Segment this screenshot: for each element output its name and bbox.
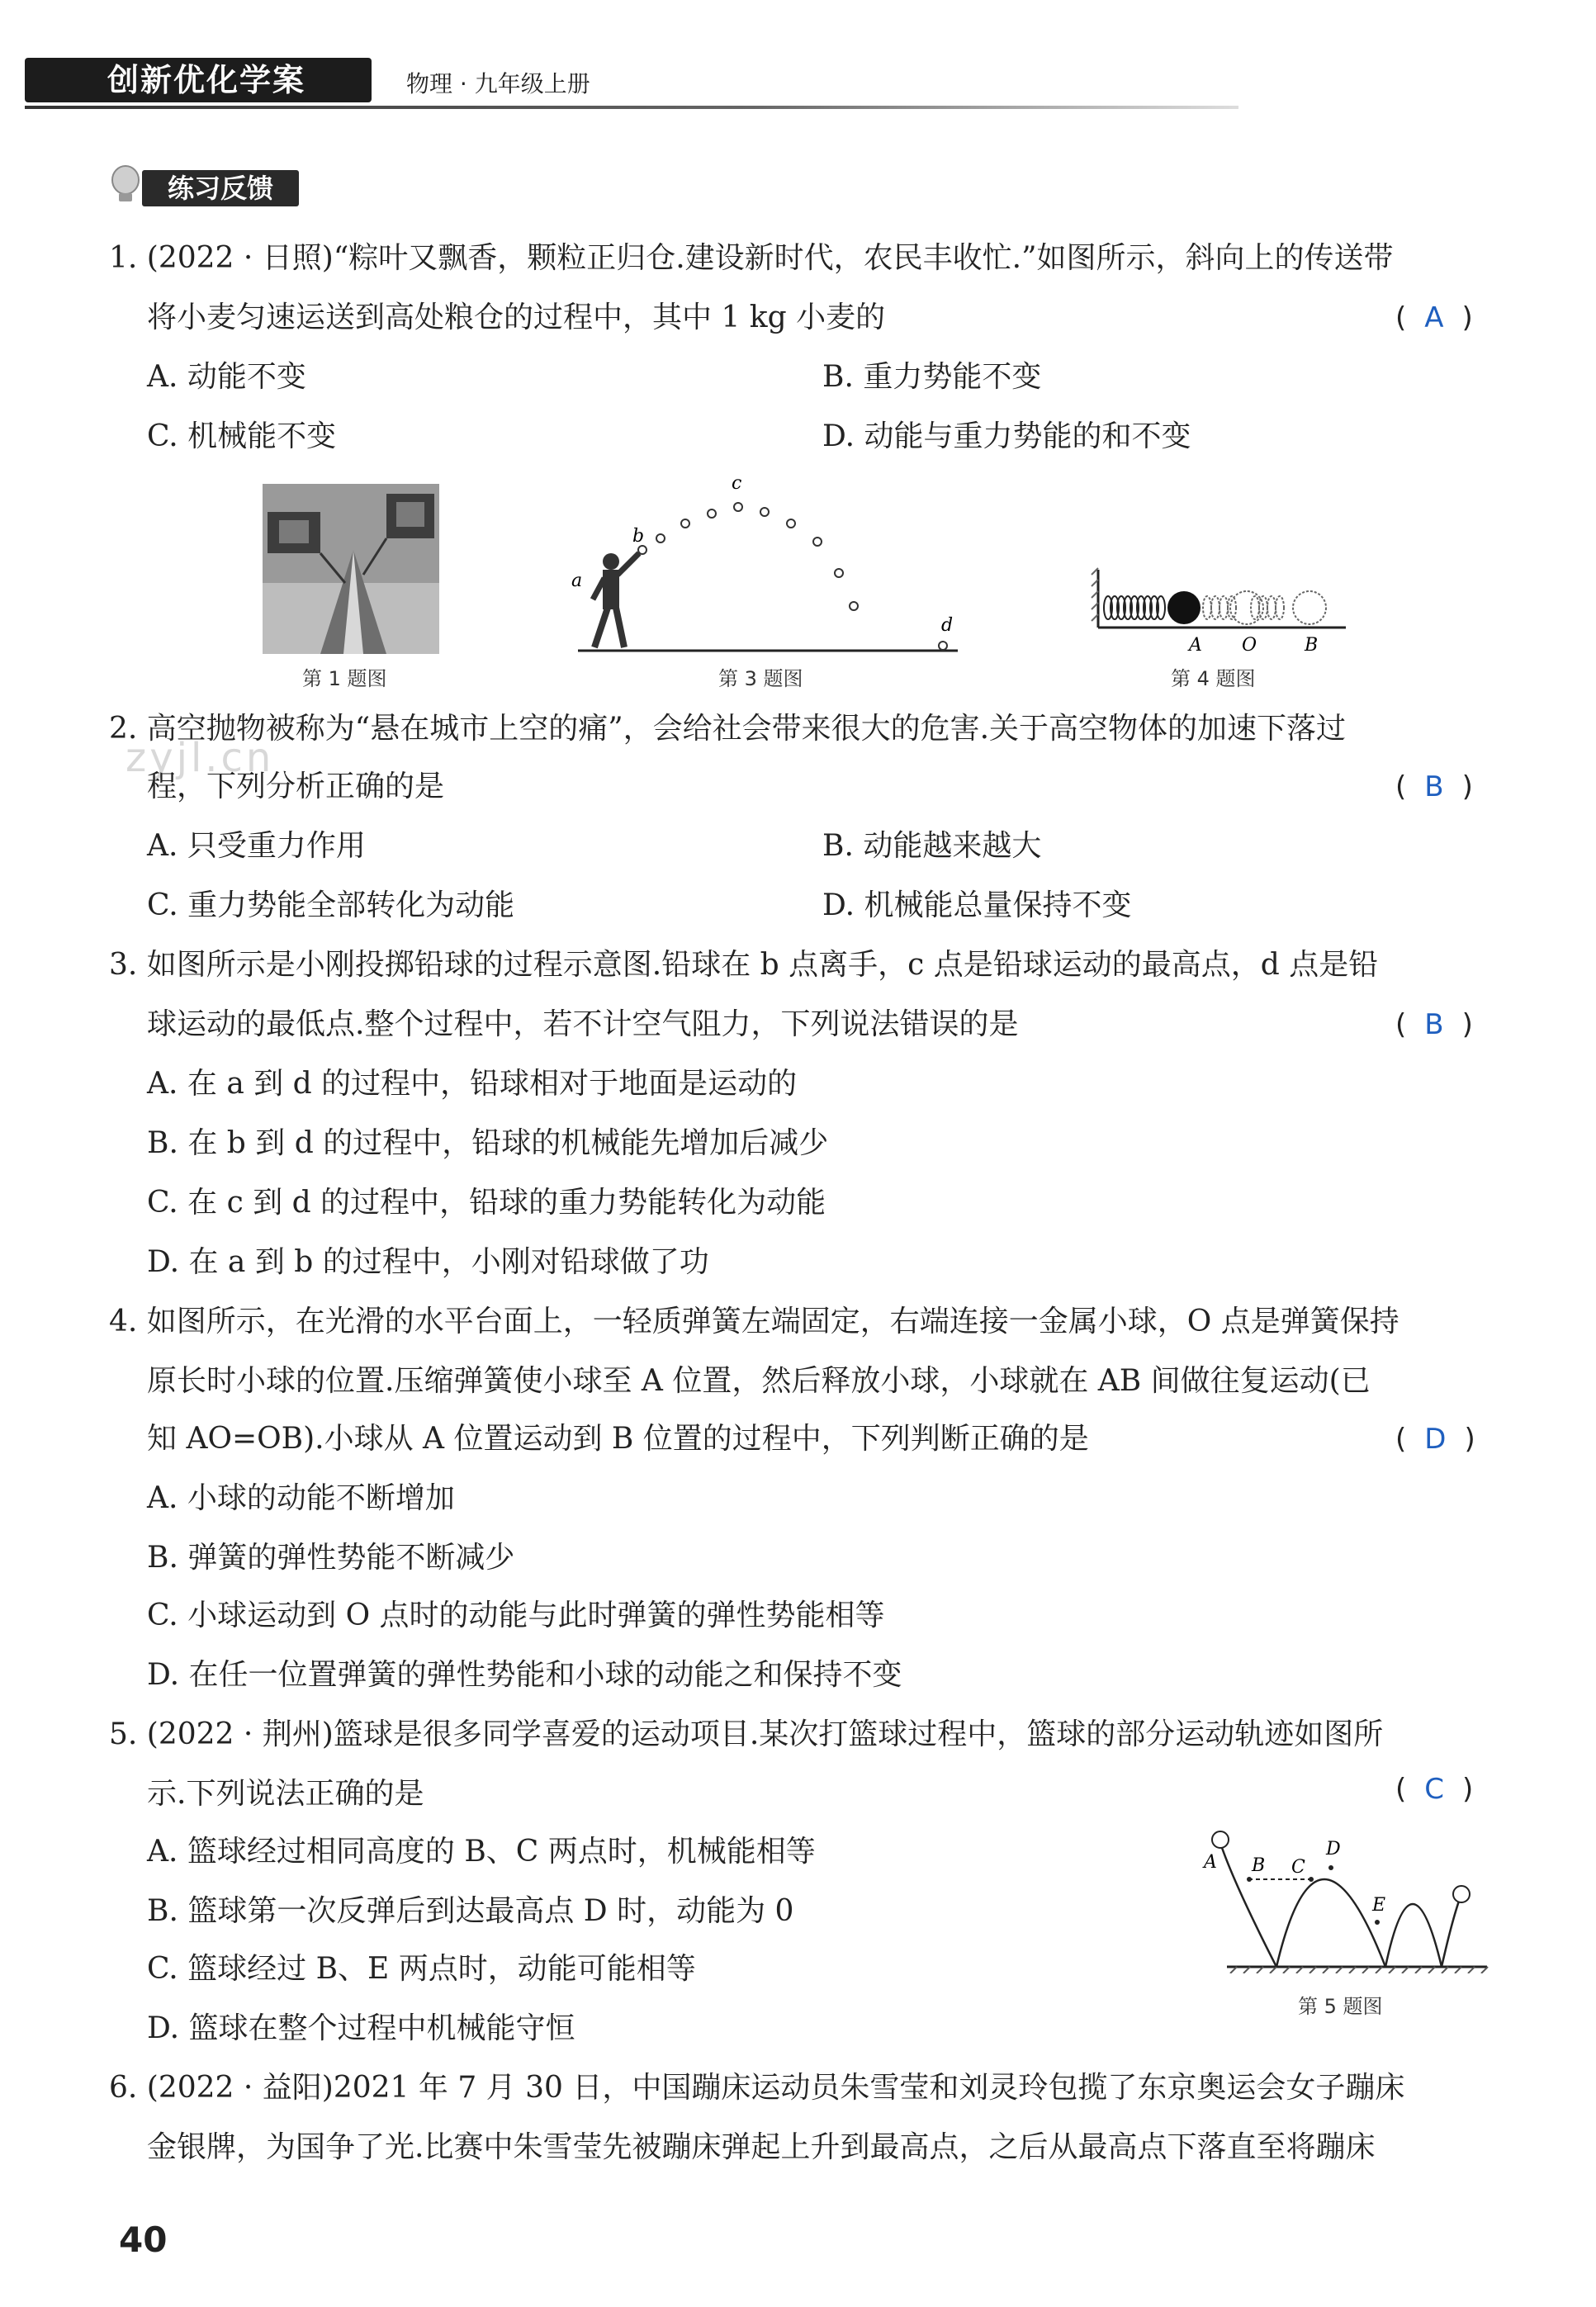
q4-stem-line3: 知 AO=OB).小球从 A 位置运动到 B 位置的过程中，下列判断正确的是 bbox=[147, 1422, 1089, 1456]
label-d: d bbox=[941, 615, 954, 636]
fig5-caption: 第 5 题图 bbox=[1298, 1995, 1383, 2018]
spring-coil bbox=[1104, 596, 1165, 619]
q6-stem-line1: 6. (2022 · 益阳)2021 年 7 月 30 日，中国蹦床运动员朱雪莹和刘灵玲包揽了东京奥运会女子蹦床 bbox=[109, 2071, 1405, 2105]
q2-answer: B bbox=[1424, 770, 1444, 803]
page-header bbox=[25, 58, 1238, 109]
q5-option-c: C. 篮球经过 B、E 两点时，动能可能相等 bbox=[147, 1952, 696, 1986]
fig4-spring-diagram bbox=[1090, 561, 1354, 657]
q4-answer: D bbox=[1424, 1423, 1447, 1456]
q4-option-a: A. 小球的动能不断增加 bbox=[147, 1481, 455, 1515]
lightbulb-icon bbox=[107, 163, 145, 206]
q3-stem-line1: 3. 如图所示是小刚投掷铅球的过程示意图.铅球在 b 点离手，c 点是铅球运动的最高点，d 点是铅 bbox=[109, 948, 1379, 982]
fig3-caption: 第 3 题图 bbox=[718, 667, 803, 690]
q2-stem-line2: 程，下列分析正确的是 bbox=[147, 770, 445, 803]
q4-option-c: C. 小球运动到 O 点时的动能与此时弹簧的弹性势能相等 bbox=[147, 1599, 885, 1632]
q4-stem-line1: 4. 如图所示，在光滑的水平台面上，一轻质弹簧左端固定，右端连接一金属小球，O 点是弹簧保持 bbox=[109, 1305, 1399, 1338]
label-E: E bbox=[1372, 1895, 1386, 1916]
label-O: O bbox=[1242, 635, 1257, 656]
q5-answer-bracket: ( C ) bbox=[1395, 1769, 1473, 1810]
label-a: a bbox=[571, 571, 583, 591]
q3-option-d: D. 在 a 到 b 的过程中，小刚对铅球做了功 bbox=[147, 1245, 709, 1279]
page-number: 40 bbox=[119, 2219, 168, 2260]
q2-answer-bracket: ( B ) bbox=[1395, 766, 1473, 808]
label-b: b bbox=[632, 526, 645, 547]
q5-option-b: B. 篮球第一次反弹后到达最高点 D 时，动能为 0 bbox=[147, 1894, 794, 1928]
q2-stem-line1: 2. 高空抛物被称为“悬在城市上空的痛”，会给社会带来很大的危害.关于高空物体的加速下落过 bbox=[109, 712, 1347, 746]
label-B: B bbox=[1305, 635, 1319, 656]
label-c: c bbox=[732, 473, 742, 494]
q1-option-b: B. 重力势能不变 bbox=[822, 360, 1042, 394]
fig4-caption: 第 4 题图 bbox=[1171, 667, 1256, 690]
label-B: B bbox=[1252, 1855, 1266, 1876]
q3-option-c: C. 在 c 到 d 的过程中，铅球的重力势能转化为动能 bbox=[147, 1186, 826, 1220]
q2-option-b: B. 动能越来越大 bbox=[822, 829, 1042, 863]
person-figure bbox=[593, 553, 639, 647]
fig1-conveyor-photo bbox=[263, 484, 439, 654]
q1-option-a: A. 动能不变 bbox=[147, 360, 306, 394]
label-D: D bbox=[1326, 1839, 1341, 1859]
q3-answer-bracket: ( B ) bbox=[1395, 1004, 1473, 1045]
shotput-trajectory-points bbox=[638, 503, 947, 650]
q5-option-a: A. 篮球经过相同高度的 B、C 两点时，机械能相等 bbox=[147, 1835, 816, 1869]
q1-stem-line2: 将小麦匀速运送到高处粮仓的过程中，其中 1 kg 小麦的 bbox=[147, 301, 886, 334]
q4-option-b: B. 弹簧的弹性势能不断减少 bbox=[147, 1541, 515, 1575]
fig1-caption: 第 1 题图 bbox=[302, 667, 387, 690]
q4-stem-line2: 原长时小球的位置.压缩弹簧使小球至 A 位置，然后释放小球，小球就在 AB 间做往复运动(已 bbox=[147, 1364, 1371, 1398]
q1-answer-bracket: ( A ) bbox=[1395, 297, 1473, 339]
header-rule bbox=[25, 106, 1238, 109]
q3-option-a: A. 在 a 到 d 的过程中，铅球相对于地面是运动的 bbox=[147, 1067, 798, 1101]
q3-option-b: B. 在 b 到 d 的过程中，铅球的机械能先增加后减少 bbox=[147, 1126, 829, 1160]
q5-option-d: D. 篮球在整个过程中机械能守恒 bbox=[147, 2011, 575, 2045]
q4-option-d: D. 在任一位置弹簧的弹性势能和小球的动能之和保持不变 bbox=[147, 1658, 902, 1692]
q5-stem-line1: 5. (2022 · 荆州)篮球是很多同学喜爱的运动项目.某次打篮球过程中，篮球的部分运动轨迹如图所 bbox=[109, 1717, 1384, 1751]
q2-option-d: D. 机械能总量保持不变 bbox=[822, 888, 1132, 922]
q6-stem-line2: 金银牌，为国争了光.比赛中朱雪莹先被蹦床弹起上升到最高点，之后从最高点下落直至将蹦床 bbox=[147, 2130, 1376, 2164]
q5-stem-line2: 示.下列说法正确的是 bbox=[147, 1777, 424, 1811]
q2-option-c: C. 重力势能全部转化为动能 bbox=[147, 888, 515, 922]
q1-stem-line1: 1. (2022 · 日照)“粽叶又飘香，颗粒正归仓.建设新时代，农民丰收忙.”如图所示，斜向上的传送带 bbox=[109, 241, 1394, 275]
q1-option-d: D. 动能与重力势能的和不变 bbox=[822, 419, 1191, 453]
q4-answer-bracket: ( D ) bbox=[1395, 1419, 1475, 1460]
q2-option-a: A. 只受重力作用 bbox=[147, 829, 366, 863]
brand-title: 创新优化学案 bbox=[25, 58, 372, 102]
metal-ball bbox=[1167, 591, 1201, 624]
q3-stem-line2: 球运动的最低点.整个过程中，若不计空气阻力，下列说法错误的是 bbox=[147, 1007, 1019, 1041]
subject-title: 物理 · 九年级上册 bbox=[406, 70, 590, 97]
label-A: A bbox=[1189, 635, 1202, 656]
watermark: zyjl.cn bbox=[126, 735, 275, 781]
q3-answer: B bbox=[1424, 1008, 1444, 1041]
fig5-basketball-diagram bbox=[1202, 1825, 1499, 1973]
fig3-shotput-diagram bbox=[570, 471, 966, 657]
q1-answer: A bbox=[1424, 301, 1444, 334]
q5-answer: C bbox=[1424, 1773, 1445, 1806]
label-C: C bbox=[1291, 1857, 1305, 1878]
label-A: A bbox=[1204, 1852, 1217, 1873]
section-title: 练习反馈 bbox=[142, 170, 299, 206]
q1-option-c: C. 机械能不变 bbox=[147, 419, 337, 453]
